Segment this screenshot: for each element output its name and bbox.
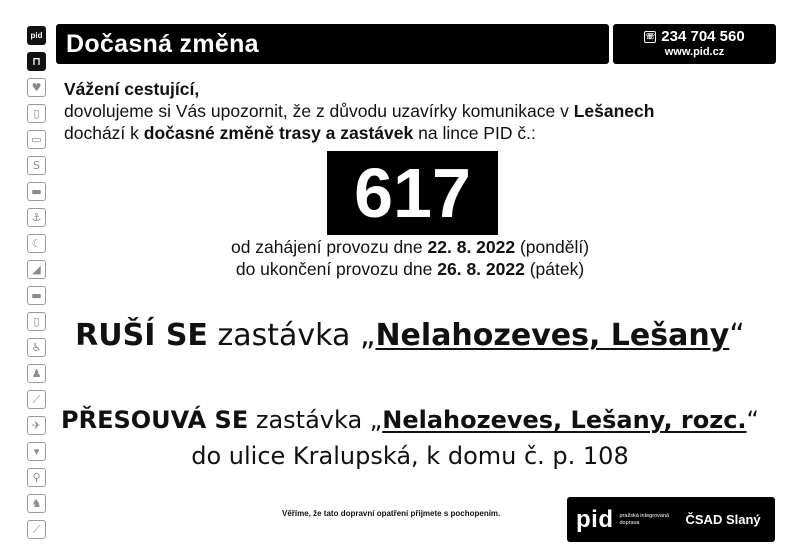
date-from-value: 22. 8. 2022 [427,237,516,257]
intro-line1: dovolujeme si Vás upozornit, že z důvodu uzavírky komunikace v [64,101,574,121]
moved-verb: PŘESOUVÁ SE [61,406,249,434]
thanks-note: Věříme, že tato dopravní opatření přijmete s pochopením. [282,509,501,518]
moved-stop-notice [0,402,800,474]
moved-quote-close: “ [746,406,759,434]
intro-place: Lešanech [573,101,655,121]
ferry-icon: ⚓ [27,208,46,227]
cancelled-stop-name: Nelahozeves, Lešany [375,318,730,353]
pid-subtitle: pražská integrovaná doprava [619,512,670,526]
date-from-label: od zahájení provozu dne [230,237,428,257]
phone-row [613,28,776,45]
header-bar [56,24,609,64]
phone-app-icon: ▯ [27,312,46,331]
airport-icon: ✈ [27,416,46,435]
night-icon: ☾ [27,234,46,253]
train-icon: ▯ [27,104,46,123]
cancel-word: zastávka „ [207,318,376,353]
date-from-day: (pondělí) [515,237,590,257]
phone-icon: ☏ [645,31,656,41]
cancel-quote-close: “ [729,318,745,353]
carrier-name: ČSAD Slaný [685,512,761,527]
phone-number[interactable]: 234 704 560 [661,28,745,45]
page-title: Dočasná změna [66,29,259,58]
date-to-label: do ukončení provozu dne [235,259,438,279]
moved-word: zastávka „ [248,406,383,434]
dog-icon: ♞ [27,494,46,513]
website-link[interactable]: www.pid.cz [664,46,725,58]
footer-logo [567,497,775,542]
pid-logo-icon: pid [27,26,46,45]
wheelchair-icon: ♿ [27,338,46,357]
contact-box [613,24,776,64]
people-icon: ♟ [27,364,46,383]
bus-icon: ▭ [27,130,46,149]
parking-icon: ▾ [27,442,46,461]
greeting: Vážení cestující, [64,79,200,99]
tram-icon: ⊓ [27,52,46,71]
intro-line2-end: na lince PID č.: [413,123,536,143]
metro-icon: ♥ [27,78,46,97]
date-to-value: 26. 8. 2022 [437,259,525,279]
date-to [0,258,800,280]
moved-stop-location: do ulice Kralupská, k domu č. p. 108 [191,442,629,470]
date-from [0,236,800,258]
walk-icon: ⟋ [27,520,46,539]
bicycle-icon: ⚲ [27,468,46,487]
date-to-day: (pátek) [524,259,585,279]
funicular-icon: ◢ [27,260,46,279]
intro-line2-start: dochází k [64,123,144,143]
intro-text [64,78,774,144]
pid-logo: pid [576,505,614,533]
s-train-icon: S [27,156,46,175]
escalator-icon: ⟋ [27,390,46,409]
trolleybus-icon: ▬ [27,182,46,201]
intro-change-emphasis: dočasné změně trasy a zastávek [143,123,414,143]
validity-dates [0,236,800,280]
moved-stop-name: Nelahozeves, Lešany, rozc. [382,406,747,434]
cancelled-stop-notice [0,318,800,353]
line-number-badge: 617 [327,151,498,235]
regional-bus-icon: ▬ [27,286,46,305]
cancel-verb: RUŠÍ SE [75,318,208,353]
